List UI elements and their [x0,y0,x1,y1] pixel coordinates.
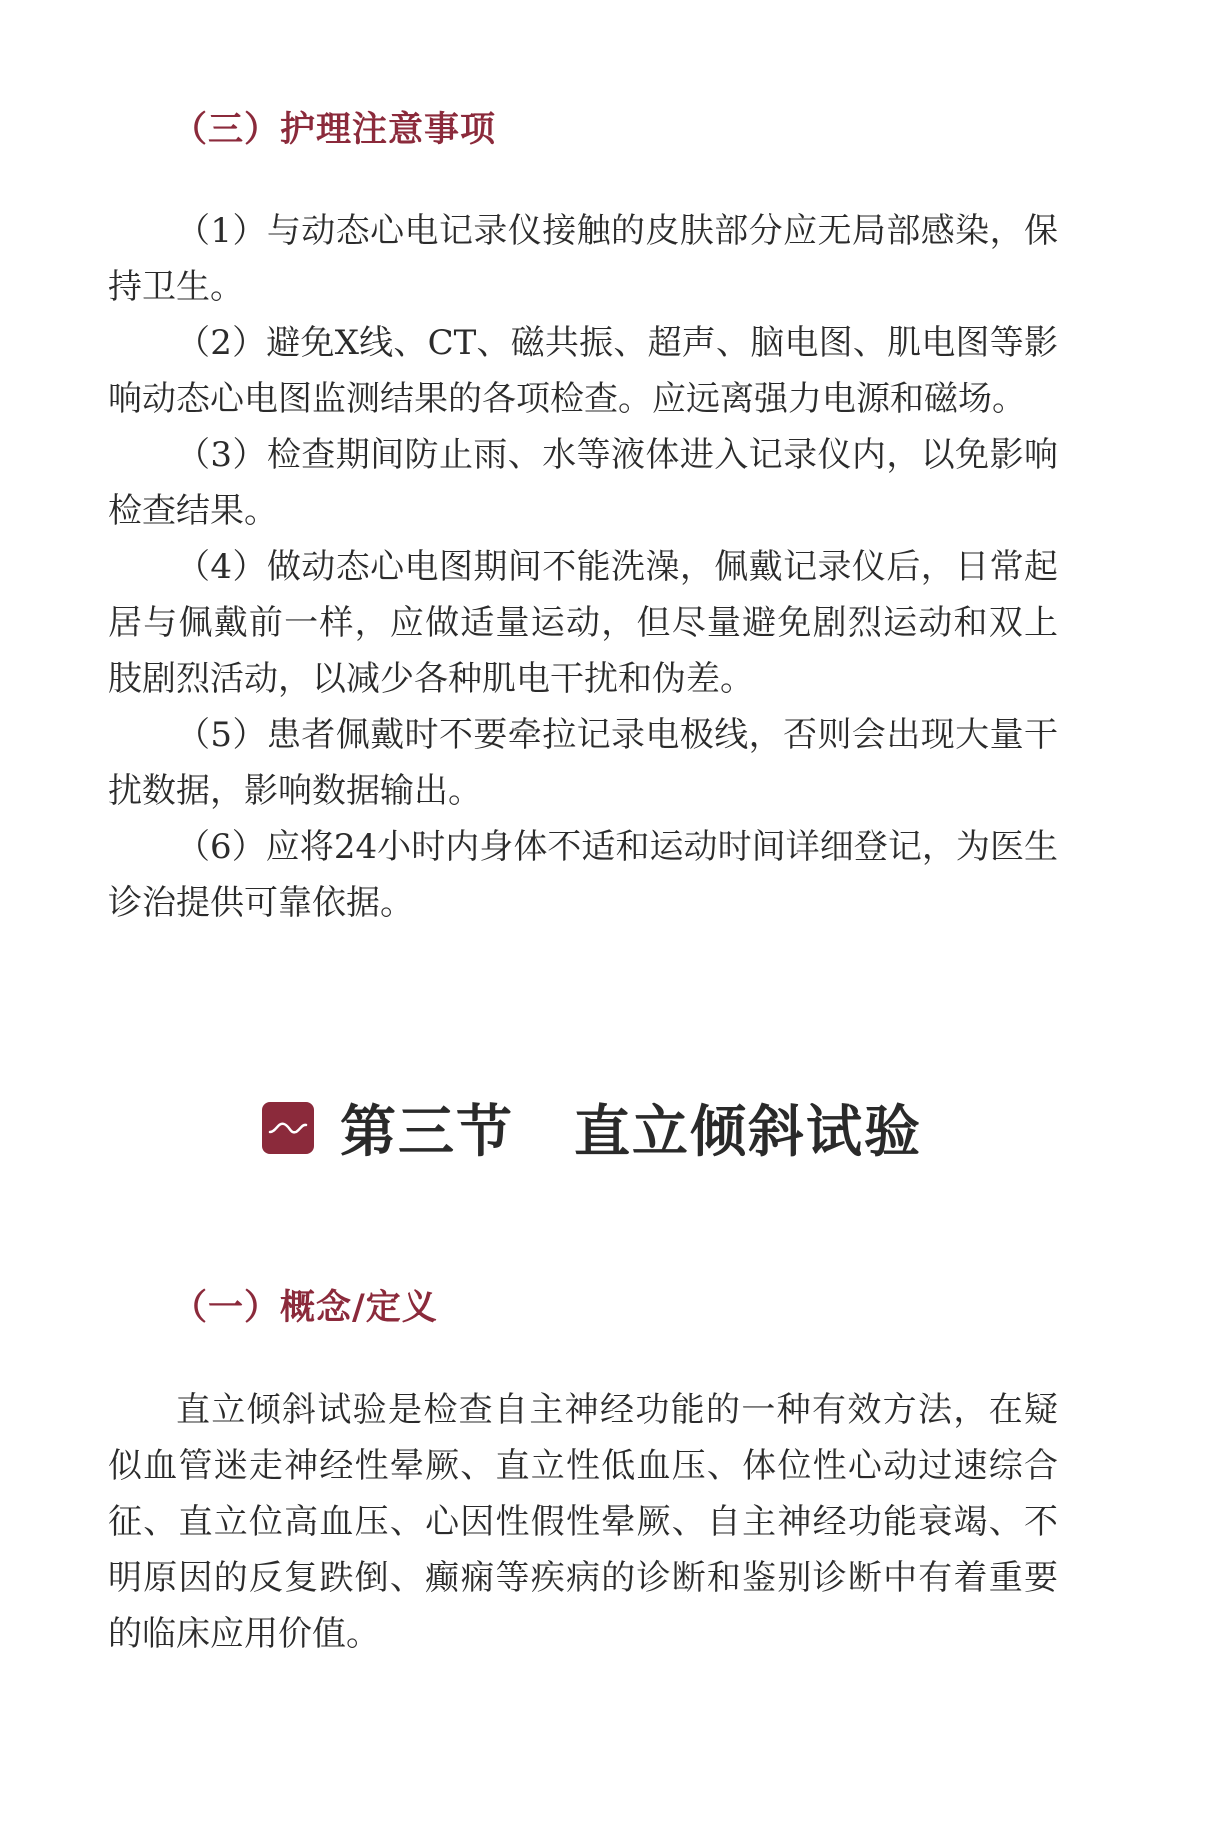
chapter-title [262,1088,922,1168]
nursing-item-4: （4）做动态心电图期间不能洗澡，佩戴记录仪后，日常起居与佩戴前一样，应做适量运动，但尽量避免剧烈运动和双上肢剧烈活动，以减少各种肌电干扰和伪差。 [108,547,1058,699]
nursing-item-6: （6）应将24小时内身体不适和运动时间详细登记，为医生诊治提供可靠依据。 [108,827,1058,923]
chapter-section-label: 第三节 [340,1099,514,1165]
chapter-title-text [340,1088,922,1168]
ecg-wave-icon [262,1102,314,1154]
definition-body [108,1382,1058,1662]
nursing-item-3: （3）检查期间防止雨、水等液体进入记录仪内，以免影响检查结果。 [108,435,1058,531]
nursing-item-5: （5）患者佩戴时不要牵拉记录电极线，否则会出现大量干扰数据，影响数据输出。 [108,715,1058,811]
nursing-item-1: （1）与动态心电记录仪接触的皮肤部分应无局部感染，保持卫生。 [108,211,1058,307]
definition-paragraph: 直立倾斜试验是检查自主神经功能的一种有效方法，在疑似血管迷走神经性晕厥、直立性低血压、体位性心动过速综合征、直立位高血压、心因性假性晕厥、自主神经功能衰竭、不明原因的反复跌倒、癫痫等疾病的诊断和鉴别诊断中有着重要的临床应用价值。 [108,1390,1058,1654]
section-heading-nursing: （三）护理注意事项 [172,110,497,150]
section-heading-definition: （一）概念/定义 [172,1288,438,1328]
chapter-name: 直立倾斜试验 [574,1099,922,1165]
nursing-items [108,203,1058,931]
nursing-item-2: （2）避免X线、CT、磁共振、超声、脑电图、肌电图等影响动态心电图监测结果的各项检查。应远离强力电源和磁场。 [108,323,1058,419]
